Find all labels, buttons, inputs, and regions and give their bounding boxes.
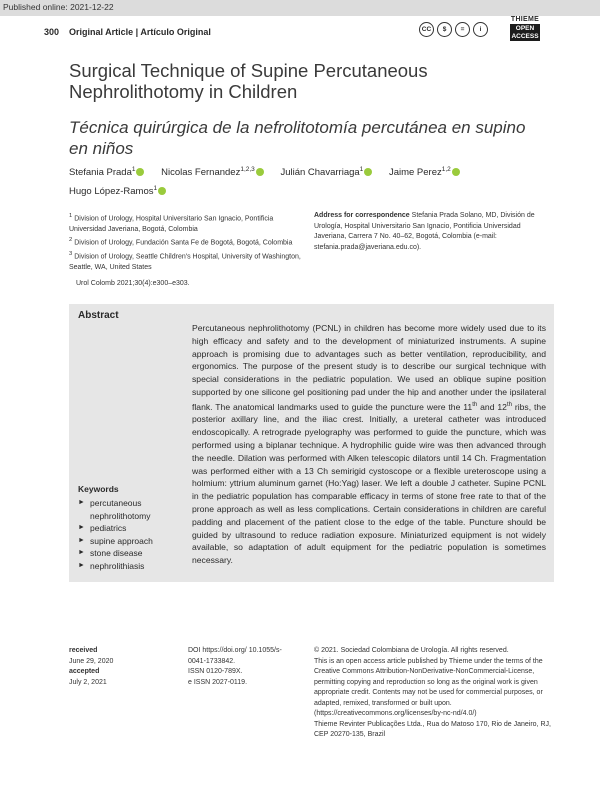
accepted-label: accepted [69, 668, 100, 675]
author[interactable]: Julián Chavarriaga$^1$ [280, 162, 372, 181]
bullet-icon: ► [78, 524, 85, 532]
author[interactable]: Jaime Perez$^{1,2}$ [389, 162, 460, 181]
abstract-text: Percutaneous nephrolithotomy (PCNL) in children has become more widely used due to its high efficacy and safety and to the development of miniaturized instruments. A supine approach is promising due to advantages such as better ventilation, reproducibility, and ergonomics. The purpose of the present study is to describe our surgical technique with special considerations in the pediatric population. We used an oblique supine position supported by one silicone gel positioning pad under the hip and another under the ipsilateral flank. The anatomical landmarks used to guide the puncture were the 11th and 12th ribs, the posterior axillary line, and the iliac crest. Initially, a ureteral catheter was introduced endoscopically. A retrograde pyelography was performed to guide the puncture, which was performed using a biplanar technique. A hydrophilic guide wire was then advanced through the needle. Dilation was performed with Alken telescopic dilators until 14 Ch. Fragmentation was performed either with a 13 Ch semirigid cystoscope or a flexible ureteroscope using a holmium: yttrium aluminum garnet (Ho:Yag) laser. We left a double J catheter. Supine PCNL in the pediatric population has comparable efficacy in terms of stone free rate to that of the prone approach as well as less complications. Certain considerations in children are careful padding and placement of the patient close to the edge of the table. Puncture should be guided by ultrasound to reduce radiation exposure. Miniaturized equipment is not widely available, so adaptation of adult equipment for the pediatric population is sometimes necessary. [192, 323, 546, 566]
affiliation-item: $^3$ Division of Urology, Seattle Children's Hospital, University of Washington, Seattle, WA, United States [69, 251, 301, 271]
bullet-icon: ► [78, 536, 85, 544]
orcid-icon[interactable] [256, 168, 264, 176]
noncommercial-icon: $ [437, 22, 452, 37]
orcid-icon[interactable] [452, 168, 460, 176]
affiliations [69, 211, 301, 273]
published-banner [0, 0, 600, 16]
article-type-label: Original Article | Artículo Original [69, 27, 211, 37]
author-list [69, 162, 539, 200]
page-header [0, 16, 600, 48]
attribution-icon: i [473, 22, 488, 37]
open-access-badge: OPEN ACCESS [511, 25, 539, 40]
cc-icon: CC [419, 22, 434, 37]
received-date: June 29, 2020 [69, 657, 114, 665]
author[interactable]: Nicolas Fernandez$^{1,2,3}$ [161, 162, 264, 181]
keyword-item[interactable]: ► nephrolithiasis [78, 560, 145, 571]
published-date: Published online: 2021-12-22 [3, 2, 114, 12]
eissn: e ISSN 2027-0119. [188, 678, 248, 686]
noderivatives-icon: = [455, 22, 470, 37]
bullet-icon: ► [78, 561, 85, 569]
author[interactable]: Hugo López-Ramos$^1$ [69, 181, 166, 200]
orcid-icon[interactable] [364, 168, 372, 176]
article-title: Surgical Technique of Supine Percutaneous Nephrolithotomy in Children [69, 60, 428, 102]
issn: ISSN 0120-789X. [188, 668, 243, 675]
bullet-icon: ► [78, 499, 85, 506]
abstract-heading: Abstract [78, 310, 119, 321]
correspondence-text: Stefania Prada Solano, MD, División de Urología, Hospital Universitario San Ignacio, Pontificia Universidad Javeriana, Carrera 7 No. 40–62, Bogotá, Colombia (e-mail: stefania.prada@javeriana.edu.co). [314, 212, 535, 251]
keyword-item[interactable]: ► pediatrics [78, 523, 127, 534]
dates [69, 646, 169, 688]
correspondence [314, 211, 550, 253]
citation: Urol Colomb 2021;30(4):e300–e303. [76, 280, 190, 287]
copyright-block [314, 646, 554, 741]
publisher-name: THIEME [510, 16, 540, 23]
accepted-date: July 2, 2021 [69, 678, 107, 686]
license-text: This is an open access article published by Thieme under the terms of the Creative Commons Attribution-NonDerivative-NonCommercial-License, permitting copying and reproduction so long as the original work is given appropriate credit. Contents may not be used for commercial purposes, or adapted, remixed, transformed or built upon. (https://creativecommons.org/licenses/by-nc-nd/4.0/) [314, 657, 543, 717]
doi-link[interactable]: DOI https://doi.org/ 10.1055/s-0041-1733842. [188, 647, 282, 665]
bullet-icon: ► [78, 549, 85, 557]
keywords-heading: Keywords [78, 484, 119, 494]
keywords-list [78, 497, 188, 573]
license-icons [419, 22, 488, 37]
identifiers [188, 646, 298, 688]
copyright: © 2021. Sociedad Colombiana de Urología. All rights reserved. [314, 647, 509, 654]
orcid-icon[interactable] [158, 187, 166, 195]
keyword-item[interactable]: ► supine approach [78, 535, 153, 546]
author[interactable]: Stefania Prada$^1$ [69, 162, 144, 181]
keyword-item[interactable]: ► stone disease [78, 548, 143, 559]
publisher-logo [510, 16, 540, 41]
article-subtitle: Técnica quirúrgica de la nefrolitotomía percutánea en supino en niños [69, 118, 526, 158]
orcid-icon[interactable] [136, 168, 144, 176]
publisher-address: Thieme Revinter Publicações Ltda., Rua do Matoso 170, Rio de Janeiro, RJ, CEP 20270-135, Brazil [314, 720, 551, 738]
affiliation-item: $^2$ Division of Urology, Fundación Santa Fe de Bogotá, Bogotá, Colombia [69, 237, 293, 247]
keyword-item[interactable]: ► percutaneous nephrolithotomy [78, 498, 151, 521]
page-number: 300 [44, 27, 60, 37]
correspondence-label: Address for correspondence [314, 212, 410, 219]
affiliation-item: $^1$ Division of Urology, Hospital Universitario San Ignacio, Pontificia Universidad Javeriana, Bogotá, Colombia [69, 213, 274, 233]
received-label: received [69, 647, 98, 654]
